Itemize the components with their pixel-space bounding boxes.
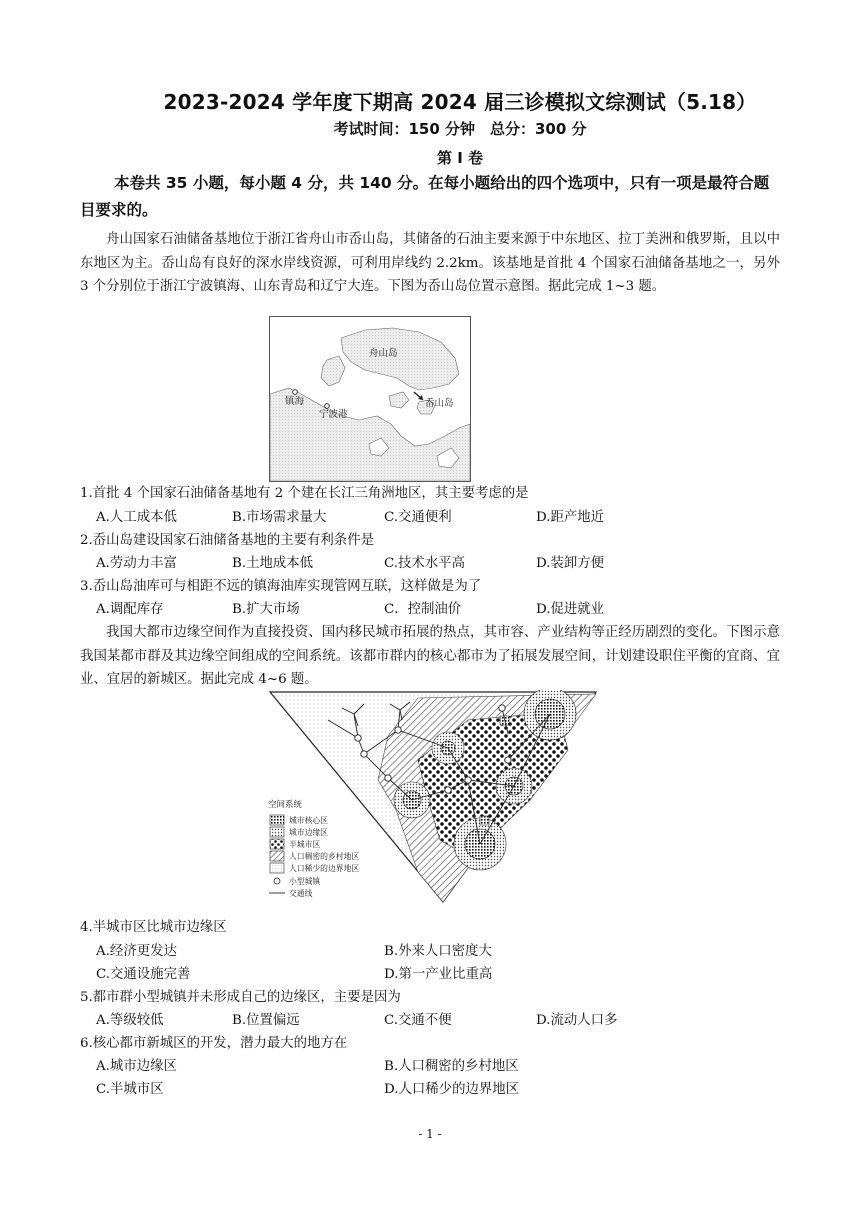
passage-1: 舟山国家石油储备基地位于浙江省舟山市岙山岛，其储备的石油主要来源于中东地区、拉丁美洲和俄罗斯，且以中东地区为主。岙山岛有良好的深水岸线资源，可利用岸线约 2.2km。该基地是首批 4 个国家石油储备基地之一，另外 3 个分别位于浙江宁波镇海、山东青岛和辽宁大连。下图为岙山岛位置示意图。据此完成 1~3 题。 bbox=[80, 232, 780, 294]
q5-option-c: C.交通不便 bbox=[384, 1013, 452, 1028]
small-town bbox=[499, 705, 505, 711]
q6-option-a: A.城市边缘区 bbox=[96, 1059, 177, 1074]
q1-option-d: D.距产地近 bbox=[536, 510, 605, 525]
q1-option-b: B.市场需求量大 bbox=[232, 510, 327, 525]
q1-option-c: C.交通便利 bbox=[384, 510, 452, 525]
q3-option-a: A.调配库存 bbox=[96, 602, 164, 617]
label-ningbo: 宁波港 bbox=[319, 409, 348, 420]
diagram-legend bbox=[268, 798, 408, 910]
volume-label: 第 Ⅰ 卷 bbox=[436, 149, 484, 167]
q4-option-d: D.第一产业比重高 bbox=[384, 967, 493, 982]
question-2: 2.岙山岛建设国家石油储备基地的主要有利条件是 bbox=[80, 533, 374, 548]
q1-option-a: A.人工成本低 bbox=[96, 510, 177, 525]
q6-option-c: C.半城市区 bbox=[96, 1082, 164, 1097]
small-town bbox=[361, 751, 367, 757]
small-town bbox=[385, 775, 391, 781]
q4-option-a: A.经济更发达 bbox=[96, 944, 177, 959]
legend-core: 城市核心区 bbox=[289, 816, 328, 825]
q6-option-b: B.人口稠密的乡村地区 bbox=[384, 1059, 519, 1074]
q2-option-c: C.技术水平高 bbox=[384, 556, 465, 571]
q2-option-a: A.劳动力丰富 bbox=[96, 556, 177, 571]
q5-option-a: A.等级较低 bbox=[96, 1013, 164, 1028]
q5-option-b: B.位置偏远 bbox=[232, 1013, 300, 1028]
q4-option-b: B.外来人口密度大 bbox=[384, 944, 492, 959]
page-number: - 1 - bbox=[418, 1127, 442, 1141]
aoshan-location-map bbox=[269, 316, 471, 482]
legend-sparse-border: 人口稀少的边界地区 bbox=[289, 864, 360, 873]
small-town bbox=[355, 735, 361, 741]
question-1: 1.首批 4 个国家石油储备基地有 2 个建在长江三角洲地区，其主要考虑的是 bbox=[80, 486, 529, 501]
q6-option-d: D.人口稀少的边界地区 bbox=[384, 1082, 520, 1097]
passage-2: 我国大都市边缘空间作为直接投资、国内移民城市拓展的热点，其市容、产业结构等正经历剧烈的变化。下图示意我国某都市群及其边缘空间组成的空间系统。该都市群内的核心都市为了拓展发展空间，计划建设职住平衡的宜商、宜业、宜居的新城区。据此完成 4~6 题。 bbox=[80, 625, 780, 687]
zhenhai-marker bbox=[293, 390, 298, 395]
q3-option-d: D.促进就业 bbox=[536, 602, 605, 617]
label-zhoushan: 舟山岛 bbox=[369, 348, 398, 359]
question-6: 6.核心都市新城区的开发，潜力最大的地方在 bbox=[80, 1036, 348, 1051]
legend-title: 空间系统 bbox=[268, 800, 303, 810]
question-5: 5.都市群小型城镇并未形成自己的边缘区，主要是因为 bbox=[80, 990, 401, 1005]
small-town bbox=[395, 727, 401, 733]
question-4: 4.半城市区比城市边缘区 bbox=[80, 920, 227, 935]
ningbo-marker bbox=[325, 404, 330, 409]
q2-option-b: B.土地成本低 bbox=[232, 556, 314, 571]
exam-info: 考试时间：150 分钟 总分：300 分 bbox=[333, 120, 587, 138]
q3-option-c: C．控制油价 bbox=[384, 602, 462, 617]
legend-dense-rural: 人口稠密的乡村地区 bbox=[289, 852, 360, 861]
label-aoshan: 岙山岛 bbox=[425, 398, 454, 409]
legend-small-town: 小型城镇 bbox=[289, 877, 321, 886]
label-zhenhai: 镇海 bbox=[285, 396, 305, 407]
legend-edge: 城市边缘区 bbox=[289, 828, 328, 837]
section-instructions: 本卷共 35 小题，每小题 4 分，共 140 分。在每小题给出的四个选项中，只有一项是最符合题目要求的。 bbox=[80, 174, 770, 219]
legend-transport: 交通线 bbox=[289, 889, 313, 898]
question-3: 3.岙山岛油库可与相距不远的镇海油库实现管网互联，这样做是为了 bbox=[80, 579, 482, 594]
q2-option-d: D.装卸方便 bbox=[536, 556, 605, 571]
q5-option-d: D.流动人口多 bbox=[536, 1013, 618, 1028]
legend-semi: 半城市区 bbox=[289, 840, 321, 849]
q3-option-b: B.扩大市场 bbox=[232, 602, 300, 617]
exam-title: 2023-2024 学年度下期高 2024 届三诊模拟文综测试（5.18） bbox=[163, 90, 757, 114]
small-town bbox=[505, 757, 511, 763]
small-town bbox=[445, 787, 451, 793]
small-town bbox=[465, 777, 471, 783]
q4-option-c: C.交通设施完善 bbox=[96, 967, 191, 982]
